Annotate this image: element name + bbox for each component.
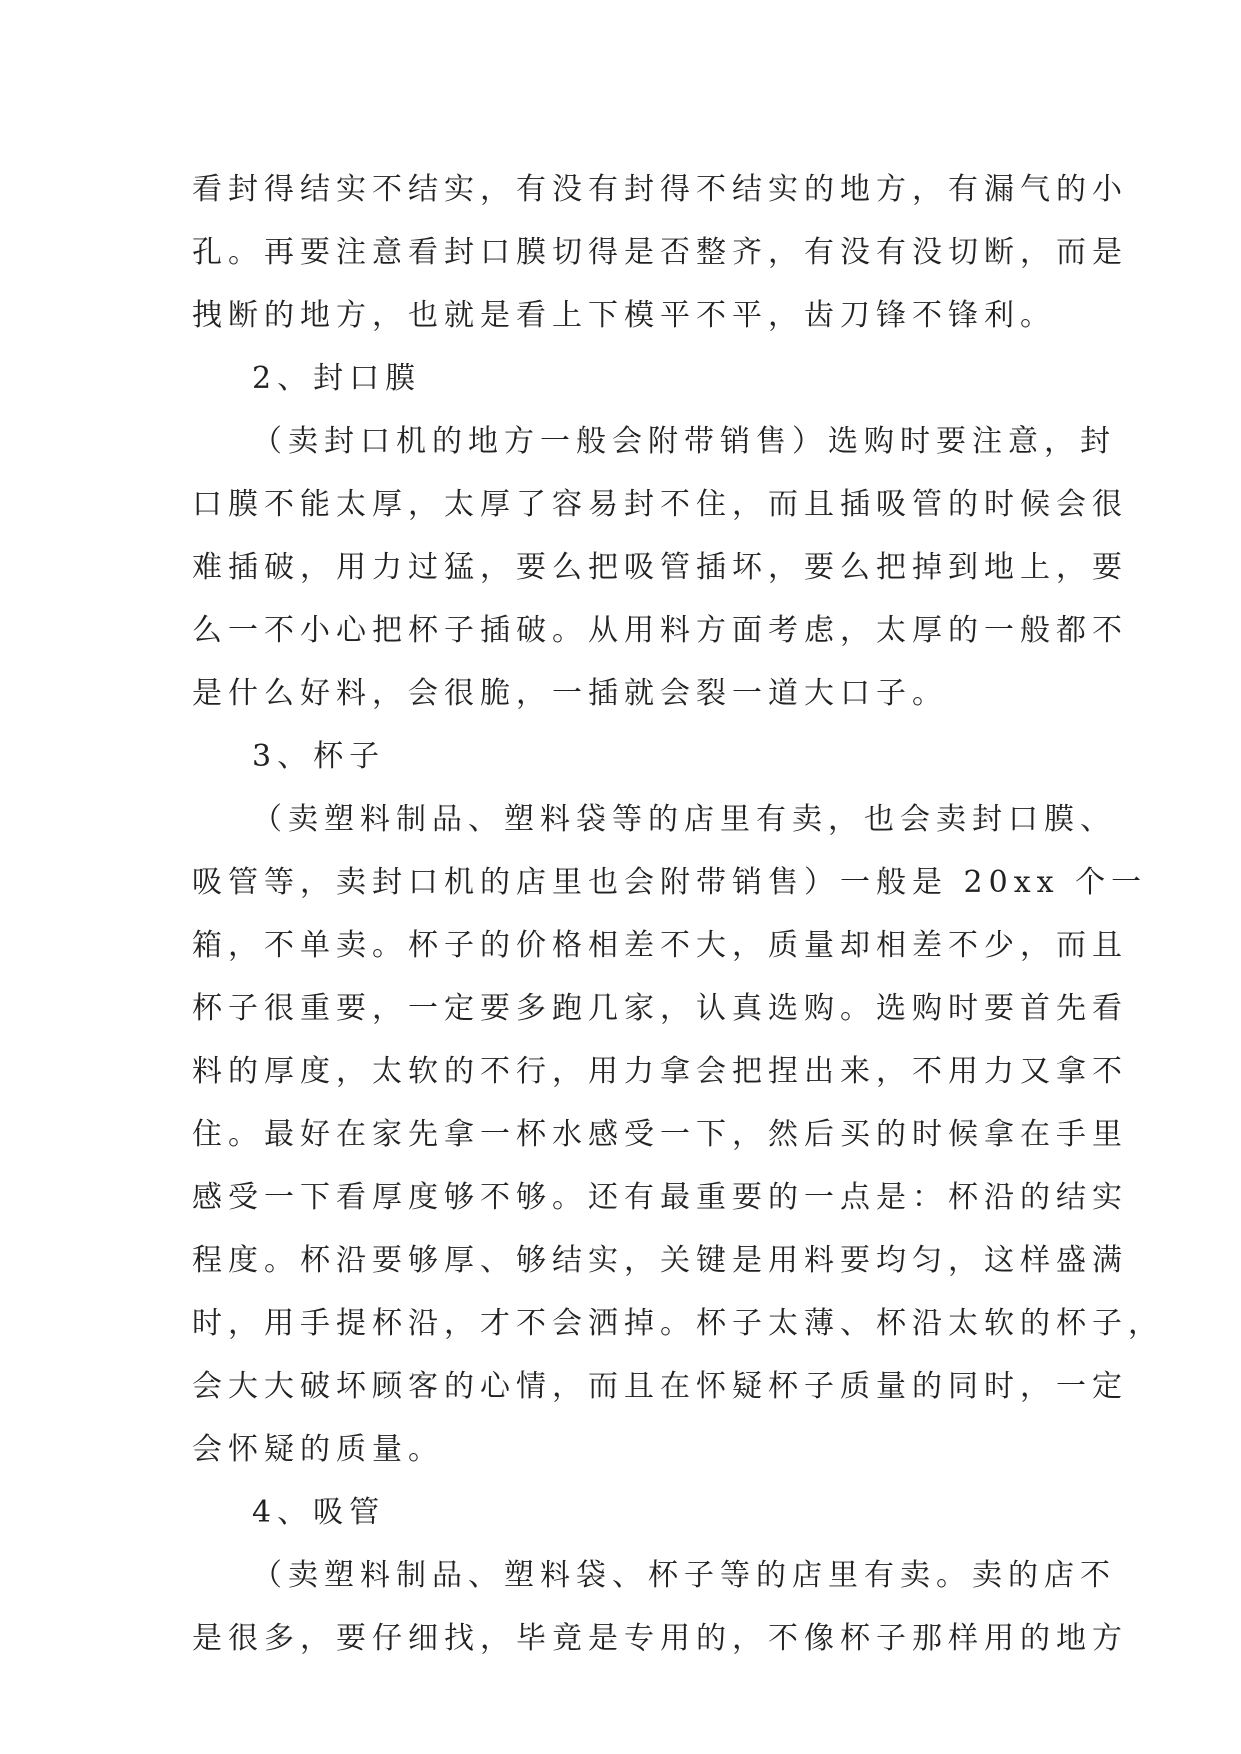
text-line: 口膜不能太厚，太厚了容易封不住，而且插吸管的时候会很 — [192, 487, 1128, 522]
text-line: 拽断的地方，也就是看上下模平不平，齿刀锋不锋利。 — [192, 298, 1056, 333]
text-line: 看封得结实不结实，有没有封得不结实的地方，有漏气的小 — [192, 172, 1128, 207]
text-line: （卖塑料制品、塑料袋、杯子等的店里有卖。卖的店不 — [252, 1558, 1116, 1593]
text-line: 住。最好在家先拿一杯水感受一下，然后买的时候拿在手里 — [192, 1117, 1128, 1152]
text-line: 么一不小心把杯子插破。从用料方面考虑，太厚的一般都不 — [192, 613, 1128, 648]
text-line: （卖封口机的地方一般会附带销售）选购时要注意，封 — [252, 424, 1116, 459]
text-line: 箱，不单卖。杯子的价格相差不大，质量却相差不少，而且 — [192, 928, 1128, 963]
text-line: （卖塑料制品、塑料袋等的店里有卖，也会卖封口膜、 — [252, 802, 1116, 837]
text-line: 是什么好料，会很脆，一插就会裂一道大口子。 — [192, 676, 948, 711]
text-line: 感受一下看厚度够不够。还有最重要的一点是：杯沿的结实 — [192, 1180, 1128, 1215]
section-heading: 2、封口膜 — [252, 361, 422, 396]
text-line: 会大大破坏顾客的心情，而且在怀疑杯子质量的同时，一定 — [192, 1369, 1128, 1404]
text-line: 会怀疑的质量。 — [192, 1432, 444, 1467]
text-line: 时，用手提杯沿，才不会洒掉。杯子太薄、杯沿太软的杯子， — [192, 1306, 1164, 1341]
section-heading: 4、吸管 — [252, 1495, 386, 1530]
text-line: 程度。杯沿要够厚、够结实，关键是用料要均匀，这样盛满 — [192, 1243, 1128, 1278]
text-line: 难插破，用力过猛，要么把吸管插坏，要么把掉到地上，要 — [192, 550, 1128, 585]
text-line: 吸管等，卖封口机的店里也会附带销售）一般是 20xx 个一 — [192, 865, 1148, 900]
text-line: 杯子很重要，一定要多跑几家，认真选购。选购时要首先看 — [192, 991, 1128, 1026]
section-heading: 3、杯子 — [252, 739, 386, 774]
document-body — [192, 158, 1164, 1670]
text-line: 料的厚度，太软的不行，用力拿会把捏出来，不用力又拿不 — [192, 1054, 1128, 1089]
text-line: 孔。再要注意看封口膜切得是否整齐，有没有没切断，而是 — [192, 235, 1128, 270]
text-line: 是很多，要仔细找，毕竟是专用的，不像杯子那样用的地方 — [192, 1621, 1128, 1656]
